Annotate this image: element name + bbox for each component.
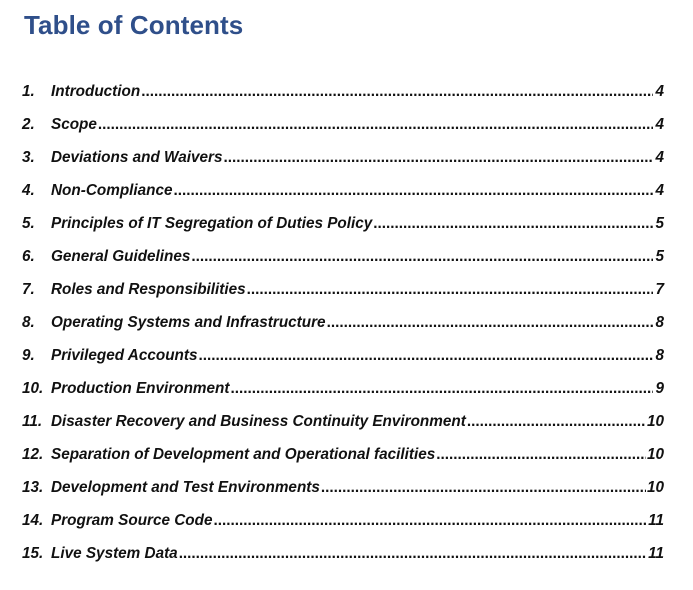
toc-entry-number: 4. [22, 182, 35, 199]
toc-entry-title[interactable]: Deviations and Waivers [51, 149, 223, 166]
toc-entry-number: 12. [22, 446, 44, 463]
toc-entry-number: 9. [22, 347, 35, 364]
toc-entry-title[interactable]: Disaster Recovery and Business Continuity Environment [51, 413, 466, 430]
toc-entry-number: 7. [22, 281, 35, 298]
toc-dot-leader [373, 215, 653, 233]
toc-entry-title[interactable]: Production Environment [51, 380, 230, 397]
toc-entry-number: 2. [22, 116, 35, 133]
toc-dot-leader [230, 380, 653, 398]
toc-entry-page: 10 [646, 413, 664, 430]
toc-entry-number: 13. [22, 479, 44, 496]
toc-entry-general-guidelines[interactable] [22, 248, 664, 281]
toc-entry-title[interactable]: Program Source Code [51, 512, 213, 529]
toc-entry-number: 5. [22, 215, 35, 232]
toc-entry-title[interactable]: General Guidelines [51, 248, 191, 265]
toc-entry-page: 4 [655, 182, 664, 199]
toc-entry-scope[interactable] [22, 116, 664, 149]
toc-entry-development-and-test-environments[interactable] [22, 479, 664, 512]
toc-entry-introduction[interactable] [22, 83, 664, 116]
toc-entry-operating-systems-and-infrastructure[interactable] [22, 314, 664, 347]
toc-entry-page: 4 [655, 83, 664, 100]
toc-entry-number: 14. [22, 512, 44, 529]
toc-dot-leader [214, 512, 648, 530]
toc-dot-leader [174, 182, 653, 200]
toc-entry-number: 10. [22, 380, 44, 397]
toc-entry-page: 8 [655, 347, 664, 364]
toc-entry-title[interactable]: Development and Test Environments [51, 479, 320, 496]
toc-dot-leader [223, 149, 653, 167]
toc-entry-title[interactable]: Principles of IT Segregation of Duties Policy [51, 215, 373, 232]
toc-entry-title[interactable]: Separation of Development and Operational facilities [51, 446, 436, 463]
toc-dot-leader [467, 413, 646, 431]
page-title: Table of Contents [24, 10, 244, 40]
toc-dot-leader [199, 347, 654, 365]
toc-entry-deviations-and-waivers[interactable] [22, 149, 664, 182]
table-of-contents-list [22, 83, 664, 578]
toc-entry-number: 8. [22, 314, 35, 331]
toc-dot-leader [436, 446, 646, 464]
toc-entry-title[interactable]: Scope [51, 116, 97, 133]
toc-entry-page: 11 [648, 545, 664, 562]
toc-entry-principles-of-it-segregation[interactable] [22, 215, 664, 248]
toc-entry-live-system-data[interactable] [22, 545, 664, 578]
toc-dot-leader [327, 314, 653, 332]
toc-entry-page: 7 [655, 281, 664, 298]
toc-dot-leader [179, 545, 647, 563]
toc-entry-page: 10 [646, 479, 664, 496]
toc-entry-number: 6. [22, 248, 35, 265]
toc-entry-title[interactable]: Non-Compliance [51, 182, 173, 199]
toc-entry-page: 9 [655, 380, 664, 397]
toc-entry-production-environment[interactable] [22, 380, 664, 413]
toc-entry-number: 11. [22, 413, 43, 430]
toc-entry-page: 4 [655, 116, 664, 133]
toc-dot-leader [98, 116, 653, 134]
toc-dot-leader [247, 281, 653, 299]
toc-entry-title[interactable]: Live System Data [51, 545, 178, 562]
toc-entry-number: 3. [22, 149, 35, 166]
toc-entry-roles-and-responsibilities[interactable] [22, 281, 664, 314]
toc-dot-leader [191, 248, 653, 266]
toc-entry-title[interactable]: Operating Systems and Infrastructure [51, 314, 326, 331]
toc-entry-separation-of-development[interactable] [22, 446, 664, 479]
toc-entry-non-compliance[interactable] [22, 182, 664, 215]
toc-dot-leader [141, 83, 653, 101]
toc-entry-program-source-code[interactable] [22, 512, 664, 545]
toc-entry-title[interactable]: Roles and Responsibilities [51, 281, 246, 298]
toc-entry-page: 8 [655, 314, 664, 331]
toc-entry-page: 10 [646, 446, 664, 463]
toc-entry-page: 5 [655, 248, 664, 265]
toc-entry-page: 11 [648, 512, 664, 529]
toc-entry-number: 15. [22, 545, 44, 562]
toc-dot-leader [321, 479, 646, 497]
toc-entry-title[interactable]: Introduction [51, 83, 141, 100]
toc-entry-privileged-accounts[interactable] [22, 347, 664, 380]
toc-entry-page: 5 [655, 215, 664, 232]
toc-entry-disaster-recovery[interactable] [22, 413, 664, 446]
toc-entry-page: 4 [655, 149, 664, 166]
toc-entry-number: 1. [22, 83, 35, 100]
toc-entry-title[interactable]: Privileged Accounts [51, 347, 198, 364]
